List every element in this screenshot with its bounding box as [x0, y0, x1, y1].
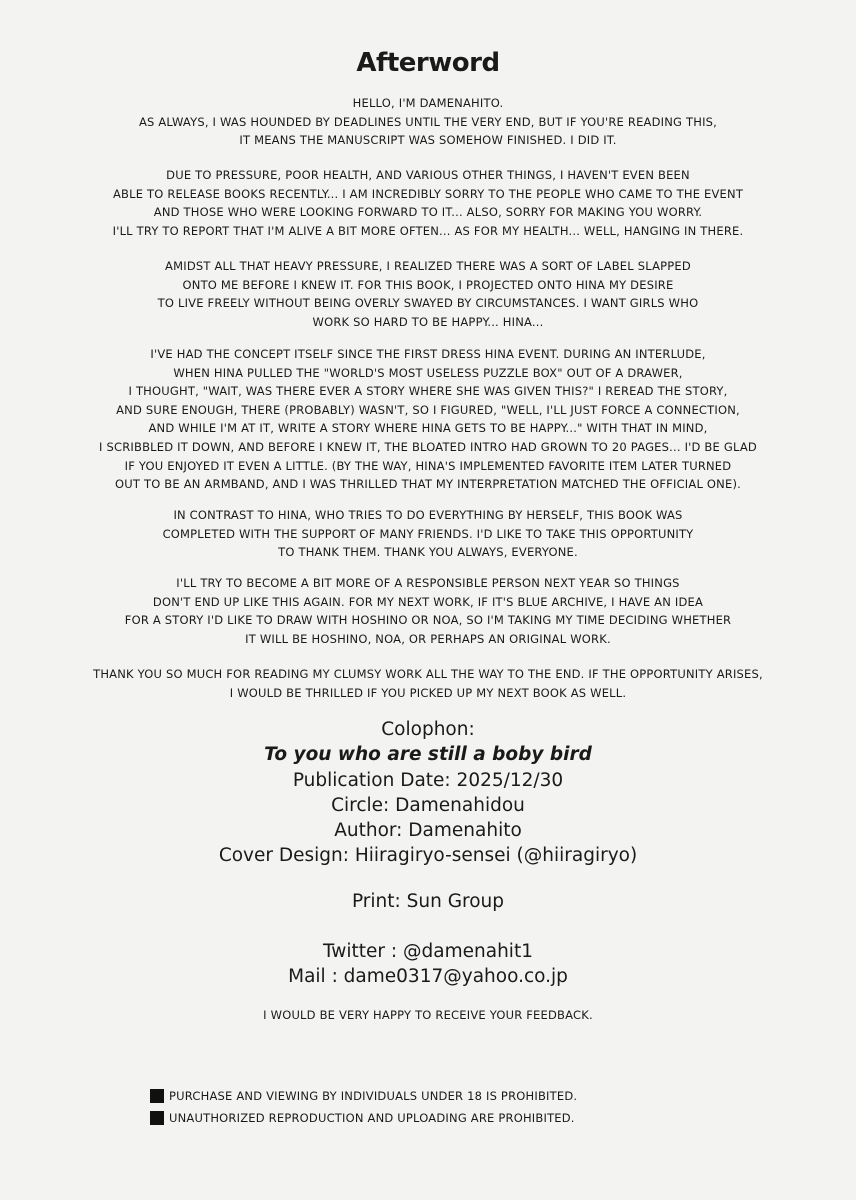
mail-address: Mail : dame0317@yahoo.co.jp — [288, 966, 568, 988]
print-credit: Print: Sun Group — [351, 891, 505, 912]
text-line: IT WILL BE HOSHINO, NOA, OR PERHAPS AN ORIGINAL WORK. — [245, 631, 611, 646]
paragraph-label — [30, 257, 826, 331]
text-line: AND WHILE I'M AT IT, WRITE A STORY WHERE HINA GETS TO BE HAPPY..." WITH THAT IN MIND, — [148, 421, 708, 436]
black-square-icon — [150, 1089, 164, 1103]
text-line: TO THANK THEM. THANK YOU ALWAYS, EVERYONE. — [278, 545, 578, 560]
text-line: IT MEANS THE MANUSCRIPT WAS SOMEHOW FINISHED. I DID IT. — [239, 133, 617, 148]
text-line: COMPLETED WITH THE SUPPORT OF MANY FRIENDS. I'D LIKE TO TAKE THIS OPPORTUNITY — [162, 526, 694, 541]
cover-design-credit: Cover Design: Hiiragiryo-sensei (@hiiragiryo) — [218, 845, 638, 867]
text-line: HELLO, I'M DAMENAHITO. — [352, 96, 504, 110]
paragraph-concept — [30, 345, 826, 494]
text-line: AMIDST ALL THAT HEAVY PRESSURE, I REALIZED THERE WAS A SORT OF LABEL SLAPPED — [165, 259, 691, 273]
text-line: I THOUGHT, "WAIT, WAS THERE EVER A STORY WHERE SHE WAS GIVEN THIS?" I REREAD THE STORY, — [128, 384, 728, 399]
text-line: FOR A STORY I'D LIKE TO DRAW WITH HOSHINO OR NOA, SO I'M TAKING MY TIME DECIDING WHETHER — [124, 613, 732, 628]
twitter-handle: Twitter : @damenahit1 — [323, 941, 533, 962]
notice-age — [150, 1085, 577, 1107]
colophon-heading: Colophon: — [381, 719, 475, 740]
text-line: AS ALWAYS, I WAS HOUNDED BY DEADLINES UNTIL THE VERY END, BUT IF YOU'RE READING THIS, — [138, 114, 718, 129]
paragraph-greeting — [30, 94, 826, 150]
text-line: THANK YOU SO MUCH FOR READING MY CLUMSY WORK ALL THE WAY TO THE END. IF THE OPPORTUNITY ARISES, — [93, 667, 763, 681]
text-line: IN CONTRAST TO HINA, WHO TRIES TO DO EVERYTHING BY HERSELF, THIS BOOK WAS — [173, 508, 683, 522]
legal-notices — [150, 1085, 577, 1129]
publication-date: Publication Date: 2025/12/30 — [292, 769, 564, 791]
text-line: I WOULD BE THRILLED IF YOU PICKED UP MY NEXT BOOK AS WELL. — [229, 685, 627, 700]
text-line: WORK SO HARD TO BE HAPPY... HINA... — [312, 314, 544, 329]
notice-reproduction — [150, 1107, 577, 1129]
text-line: ABLE TO RELEASE BOOKS RECENTLY... I AM INCREDIBLY SORRY TO THE PEOPLE WHO CAME TO THE EVENT — [112, 186, 744, 201]
notice-text: UNAUTHORIZED REPRODUCTION AND UPLOADING ARE PROHIBITED. — [169, 1111, 575, 1125]
text-line: WHEN HINA PULLED THE "WORLD'S MOST USELESS PUZZLE BOX" OUT OF A DRAWER, — [173, 365, 683, 380]
contact-info — [0, 939, 856, 990]
book-title: To you who are still a boby bird — [264, 744, 592, 766]
text-line: I'LL TRY TO BECOME A BIT MORE OF A RESPONSIBLE PERSON NEXT YEAR SO THINGS — [176, 576, 680, 590]
text-line: TO LIVE FREELY WITHOUT BEING OVERLY SWAYED BY CIRCUMSTANCES. I WANT GIRLS WHO — [157, 296, 699, 311]
text-line: I'VE HAD THE CONCEPT ITSELF SINCE THE FIRST DRESS HINA EVENT. DURING AN INTERLUDE, — [150, 347, 706, 361]
text-line: I'LL TRY TO REPORT THAT I'M ALIVE A BIT MORE OFTEN... AS FOR MY HEALTH... WELL, HANGING IN THERE. — [112, 223, 744, 238]
text-line: ONTO ME BEFORE I KNEW IT. FOR THIS BOOK, I PROJECTED ONTO HINA MY DESIRE — [182, 277, 674, 292]
paragraph-thanks-friends — [30, 506, 826, 562]
paragraph-health — [30, 166, 826, 240]
text-line: DON'T END UP LIKE THIS AGAIN. FOR MY NEXT WORK, IF IT'S BLUE ARCHIVE, I HAVE AN IDEA — [152, 594, 704, 609]
text-line: AND THOSE WHO WERE LOOKING FORWARD TO IT... ALSO, SORRY FOR MAKING YOU WORRY. — [153, 205, 703, 220]
feedback-note: I WOULD BE VERY HAPPY TO RECEIVE YOUR FEEDBACK. — [263, 1008, 593, 1022]
author-name: Author: Damenahito — [334, 820, 522, 842]
text-line: IF YOU ENJOYED IT EVEN A LITTLE. (BY THE WAY, HINA'S IMPLEMENTED FAVORITE ITEM LATER TURNED — [124, 458, 732, 473]
notice-text: PURCHASE AND VIEWING BY INDIVIDUALS UNDER 18 IS PROHIBITED. — [169, 1089, 578, 1103]
text-line: AND SURE ENOUGH, THERE (PROBABLY) WASN'T, SO I FIGURED, "WELL, I'LL JUST FORCE A CONNECTION, — [116, 402, 740, 417]
text-line: I SCRIBBLED IT DOWN, AND BEFORE I KNEW IT, THE BLOATED INTRO HAD GROWN TO 20 PAGES... I'D BE GLAD — [99, 439, 757, 454]
paragraph-next-work — [30, 574, 826, 648]
text-line: OUT TO BE AN ARMBAND, AND I WAS THRILLED THAT MY INTERPRETATION MATCHED THE OFFICIAL ONE). — [115, 477, 741, 492]
paragraph-closing — [30, 665, 826, 702]
text-line: DUE TO PRESSURE, POOR HEALTH, AND VARIOUS OTHER THINGS, I HAVEN'T EVEN BEEN — [166, 168, 690, 182]
circle-name: Circle: Damenahidou — [331, 794, 525, 816]
black-square-icon — [150, 1111, 164, 1125]
colophon — [0, 717, 856, 869]
page-title: Afterword — [356, 48, 500, 78]
